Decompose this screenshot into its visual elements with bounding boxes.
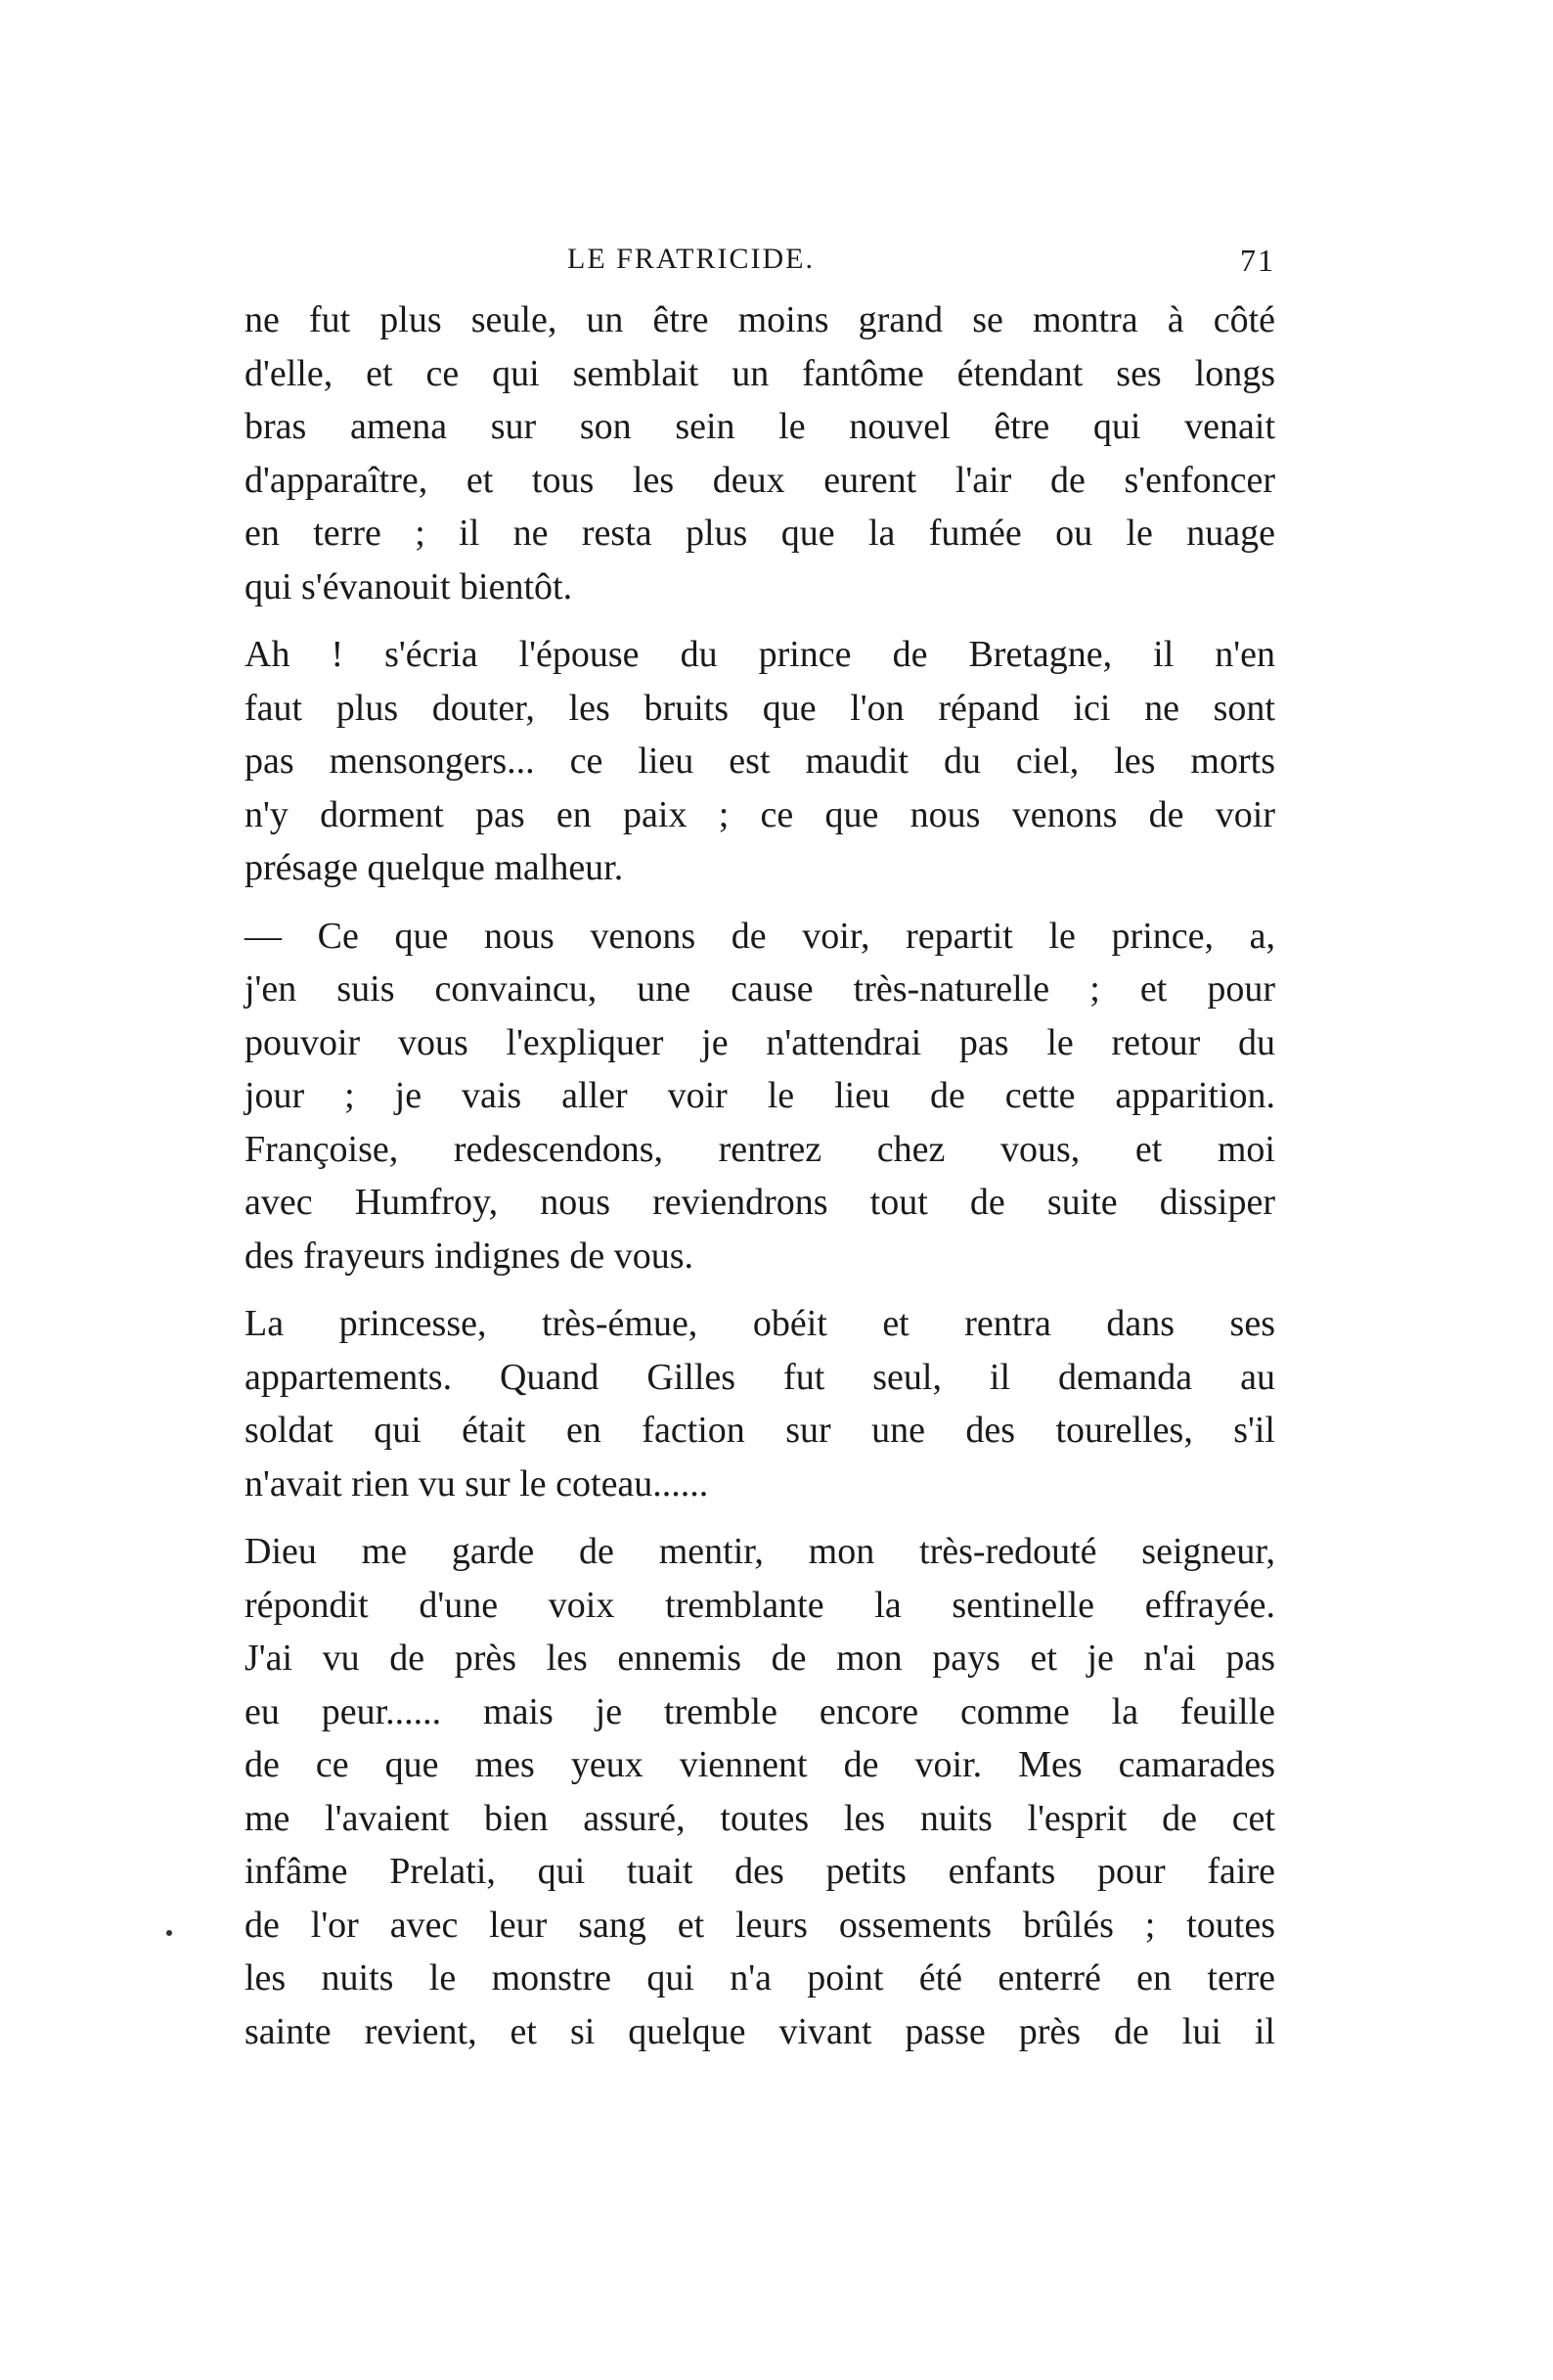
text-line: infâme Prelati, qui tuait des petits enfants pour faire: [244, 1851, 1275, 1892]
text-line: Dieu me garde de mentir, mon très-redouté seigneur,: [244, 1531, 1275, 1572]
paragraph: [244, 1297, 1275, 1510]
paragraph: [244, 1525, 1275, 2058]
paragraph: [244, 910, 1275, 1283]
text-line: sainte revient, et si quelque vivant passe près de lui il: [244, 2010, 1275, 2052]
text-line: avec Humfroy, nous reviendrons tout de suite dissiper: [244, 1182, 1275, 1223]
text-line: en terre ; il ne resta plus que la fumée ou le nuage: [244, 513, 1275, 554]
text-line: d'elle, et ce qui semblait un fantôme étendant ses longs: [244, 352, 1275, 394]
paragraph: [244, 293, 1275, 613]
text-line: soldat qui était en faction sur une des tourelles, s'il: [244, 1410, 1275, 1451]
running-head: [244, 235, 1275, 293]
text-line: appartements. Quand Gilles fut seul, il demanda au: [244, 1356, 1275, 1398]
text-line: répondit d'une voix tremblante la sentinelle effrayée.: [244, 1584, 1275, 1626]
margin-ink-dot: [166, 1930, 172, 1936]
paragraph: [244, 628, 1275, 895]
page-number: 71: [1240, 243, 1275, 278]
text-line: de l'or avec leur sang et leurs ossements brûlés ; toutes: [244, 1904, 1275, 1946]
book-page: [244, 235, 1275, 2058]
text-line: ne fut plus seule, un être moins grand se montra à côté: [244, 299, 1275, 340]
text-line: les nuits le monstre qui n'a point été enterré en terre: [244, 1957, 1275, 1998]
text-line: d'apparaître, et tous les deux eurent l'air de s'enfoncer: [244, 459, 1275, 501]
running-title: LE FRATRICIDE.: [567, 243, 815, 275]
text-line: La princesse, très-émue, obéit et rentra dans ses: [244, 1303, 1275, 1344]
text-line: bras amena sur son sein le nouvel être qui venait: [244, 406, 1275, 447]
text-line: j'en suis convaincu, une cause très-naturelle ; et pour: [244, 968, 1275, 1010]
text-line: qui s'évanouit bientôt.: [244, 565, 573, 607]
text-line: n'avait rien vu sur le coteau......: [244, 1462, 709, 1504]
text-line: pas mensongers... ce lieu est maudit du ciel, les morts: [244, 741, 1275, 782]
text-line: me l'avaient bien assuré, toutes les nuits l'esprit de cet: [244, 1797, 1275, 1839]
text-line: faut plus douter, les bruits que l'on répand ici ne sont: [244, 687, 1275, 729]
text-line: J'ai vu de près les ennemis de mon pays et je n'ai pas: [244, 1638, 1275, 1679]
text-line: eu peur...... mais je tremble encore comme la feuille: [244, 1690, 1275, 1732]
text-line: Ah ! s'écria l'épouse du prince de Bretagne, il n'en: [244, 634, 1275, 675]
text-line: de ce que mes yeux viennent de voir. Mes camarades: [244, 1744, 1275, 1785]
text-line: présage quelque malheur.: [244, 847, 624, 888]
text-line: jour ; je vais aller voir le lieu de cette apparition.: [244, 1075, 1275, 1116]
text-line: n'y dorment pas en paix ; ce que nous venons de voir: [244, 793, 1275, 835]
text-line: — Ce que nous venons de voir, repartit le prince, a,: [244, 915, 1275, 957]
text-line: Françoise, redescendons, rentrez chez vous, et moi: [244, 1128, 1275, 1170]
text-line: des frayeurs indignes de vous.: [244, 1235, 694, 1277]
text-line: pouvoir vous l'expliquer je n'attendrai pas le retour du: [244, 1021, 1275, 1063]
